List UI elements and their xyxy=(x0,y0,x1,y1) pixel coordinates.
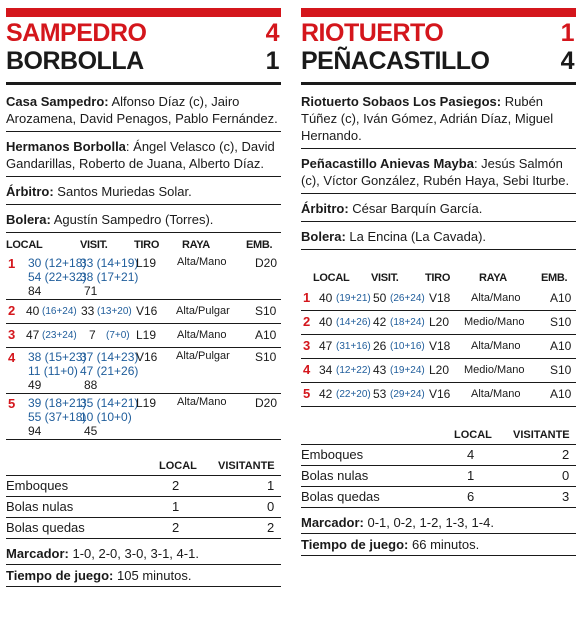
venue: Bolera: La Encina (La Cavada). xyxy=(301,226,576,250)
header-divider xyxy=(6,82,281,85)
stats-header: LOCAL VISITANTE xyxy=(159,460,275,472)
home-team-name: SAMPEDRO xyxy=(6,19,147,47)
red-top-bar xyxy=(301,8,576,17)
tiempo-de-juego: Tiempo de juego: 66 minutos. xyxy=(301,534,576,556)
home-score: 1 xyxy=(560,19,574,47)
tirada-row: 4 34 (12+22) 43 (19+24) L20 Medio/Mano S10 xyxy=(301,359,576,383)
red-top-bar xyxy=(6,8,281,17)
stats-row-emboques: Emboques 4 2 xyxy=(301,444,576,466)
marcador: Marcador: 1-0, 2-0, 3-0, 3-1, 4-1. xyxy=(6,543,281,565)
match-card-riotuerto-penacastillo xyxy=(301,8,576,556)
stats-row-bolas-quedas: Bolas quedas 6 3 xyxy=(301,487,576,508)
home-lineup: Riotuerto Sobaos Los Pasiegos: Rubén Túñez (c), Iván Gómez, Adrián Díaz, Miguel Hernando. xyxy=(301,91,576,149)
referee: Árbitro: César Barquín García. xyxy=(301,198,576,222)
tirada-row: 5 42 (22+20) 53 (29+24) V16 Alta/Mano A10 xyxy=(301,383,576,407)
tirada-row: 1 30 (12+18) 33 (14+19) 54 (22+32) 38 (17+21) 84 71 L19 Alta/Mano D20 xyxy=(6,254,281,300)
stats-row-bolas-nulas: Bolas nulas 1 0 xyxy=(6,497,281,518)
home-score: 4 xyxy=(265,19,279,47)
tirada-row: 5 39 (18+21) 35 (14+21) 55 (37+18) 10 (10+0) 94 45 L19 Alta/Mano D20 xyxy=(6,394,281,440)
away-lineup: Hermanos Borbolla: Ángel Velasco (c), David Gandarillas, Roberto de Juana, Alberto Díaz. xyxy=(6,136,281,177)
header-divider xyxy=(301,82,576,85)
marcador: Marcador: 0-1, 0-2, 1-2, 1-3, 1-4. xyxy=(301,512,576,534)
away-team-header xyxy=(301,48,576,74)
away-score: 4 xyxy=(560,47,574,75)
away-score: 1 xyxy=(265,47,279,75)
tirada-row: 1 40 (19+21) 50 (26+24) V18 Alta/Mano A10 xyxy=(301,287,576,311)
tirada-row: 3 47 (31+16) 26 (10+16) V18 Alta/Mano A10 xyxy=(301,335,576,359)
away-team-name: BORBOLLA xyxy=(6,47,144,75)
tirada-row: 4 38 (15+23) 37 (14+23) 11 (11+0) 47 (21+26) 49 88 V16 Alta/Pulgar S10 xyxy=(6,348,281,394)
stats-row-bolas-nulas: Bolas nulas 1 0 xyxy=(301,466,576,487)
stats-row-emboques: Emboques 2 1 xyxy=(6,475,281,497)
tiradas-table-header: LOCAL VISIT. TIRO RAYA EMB. xyxy=(6,239,273,251)
tiradas-table-header: LOCAL VISIT. TIRO RAYA EMB. xyxy=(313,272,568,284)
away-team-name: PEÑACASTILLO xyxy=(301,47,490,75)
tirada-row: 2 40 (14+26) 42 (18+24) L20 Medio/Mano S10 xyxy=(301,311,576,335)
match-card-sampedro-borbolla xyxy=(6,8,281,587)
tirada-row: 3 47 (23+24) 7 (7+0) L19 Alta/Mano A10 xyxy=(6,324,281,348)
stats-header: LOCAL VISITANTE xyxy=(454,429,570,441)
tiempo-de-juego: Tiempo de juego: 105 minutos. xyxy=(6,565,281,587)
home-team-header xyxy=(6,20,281,46)
tirada-row: 2 40 (16+24) 33 (13+20) V16 Alta/Pulgar S10 xyxy=(6,300,281,324)
home-lineup: Casa Sampedro: Alfonso Díaz (c), Jairo Arozamena, David Penagos, Pablo Fernández. xyxy=(6,91,281,132)
away-lineup: Peñacastillo Anievas Mayba: Jesús Salmón (c), Víctor González, Rubén Haya, Sebi Iturbe. xyxy=(301,153,576,194)
home-team-name: RIOTUERTO xyxy=(301,19,444,47)
away-team-header xyxy=(6,48,281,74)
stats-row-bolas-quedas: Bolas quedas 2 2 xyxy=(6,518,281,539)
referee: Árbitro: Santos Muriedas Solar. xyxy=(6,181,281,205)
venue: Bolera: Agustín Sampedro (Torres). xyxy=(6,209,281,233)
home-team-header xyxy=(301,20,576,46)
